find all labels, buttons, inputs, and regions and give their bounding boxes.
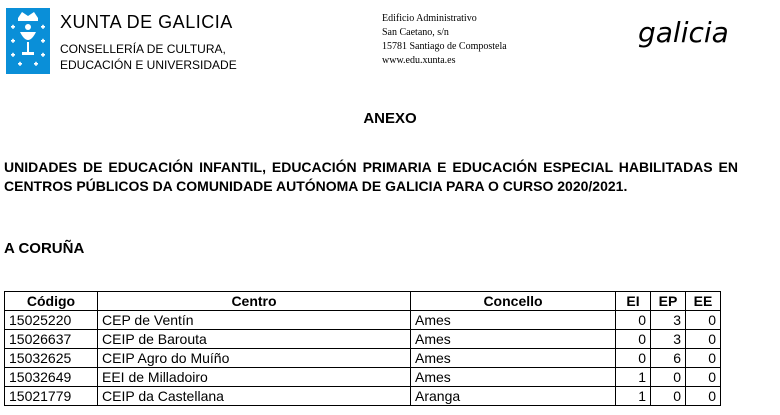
cell-concello: Ames: [411, 368, 616, 387]
document-subtitle: UNIDADES DE EDUCACIÓN INFANTIL, EDUCACIÓN PRIMARIA E EDUCACIÓN ESPECIAL HABILITADAS EN CENTROS PÚBLICOS DA COMUNIDADE AUTÓNOMA DE GALICIA PARA O CURSO 2020/2021.: [4, 159, 738, 194]
cell-ei: 0: [616, 330, 651, 349]
cell-code: 15025220: [5, 311, 98, 330]
column-header-concello: Concello: [411, 292, 616, 311]
cell-centro: CEIP da Castellana: [98, 387, 411, 406]
document-header: [0, 0, 780, 90]
cell-concello: Ames: [411, 311, 616, 330]
cell-centro: CEIP de Barouta: [98, 330, 411, 349]
cell-ee: 0: [686, 311, 721, 330]
table-row: [5, 368, 721, 387]
schools-table: [4, 291, 721, 406]
address-block: [382, 12, 507, 68]
cell-ep: 3: [651, 311, 686, 330]
department-name-line2: EDUCACIÓN E UNIVERSIDADE: [60, 58, 237, 72]
table-row: [5, 349, 721, 368]
cell-code: 15026637: [5, 330, 98, 349]
province-heading: A CORUÑA: [4, 240, 85, 257]
table-row: [5, 311, 721, 330]
cell-ep: 0: [651, 368, 686, 387]
cell-ep: 6: [651, 349, 686, 368]
table-row: [5, 387, 721, 406]
brand-wordmark: galicia: [638, 16, 729, 49]
column-header-centro: Centro: [98, 292, 411, 311]
table-header-row: [5, 292, 721, 311]
organization-name: XUNTA DE GALICIA: [60, 12, 233, 32]
address-line-street: San Caetano, s/n: [382, 27, 449, 38]
address-line-city: 15781 Santiago de Compostela: [382, 41, 507, 52]
department-name-line1: CONSELLERÍA DE CULTURA,: [60, 42, 226, 56]
cell-ee: 0: [686, 387, 721, 406]
table-row: [5, 330, 721, 349]
cell-concello: Aranga: [411, 387, 616, 406]
cell-ei: 1: [616, 368, 651, 387]
cell-ei: 0: [616, 311, 651, 330]
address-line-website: www.edu.xunta.es: [382, 55, 456, 66]
galicia-brand-logo: [634, 14, 774, 58]
cell-centro: CEIP Agro do Muíño: [98, 349, 411, 368]
column-header-code: Código: [5, 292, 98, 311]
cell-ep: 3: [651, 330, 686, 349]
column-header-ei: EI: [616, 292, 651, 311]
cell-centro: CEP de Ventín: [98, 311, 411, 330]
cell-code: 15021779: [5, 387, 98, 406]
column-header-ee: EE: [686, 292, 721, 311]
xunta-coat-of-arms-logo: [6, 8, 50, 74]
column-header-ep: EP: [651, 292, 686, 311]
cell-ei: 0: [616, 349, 651, 368]
cell-ee: 0: [686, 330, 721, 349]
cell-ep: 0: [651, 387, 686, 406]
cell-ee: 0: [686, 368, 721, 387]
cell-concello: Ames: [411, 349, 616, 368]
cell-centro: EEI de Milladoiro: [98, 368, 411, 387]
cell-code: 15032649: [5, 368, 98, 387]
cell-ei: 1: [616, 387, 651, 406]
document-title: ANEXO: [363, 110, 417, 127]
cell-code: 15032625: [5, 349, 98, 368]
cell-concello: Ames: [411, 330, 616, 349]
cell-ee: 0: [686, 349, 721, 368]
address-line-building: Edificio Administrativo: [382, 13, 477, 24]
